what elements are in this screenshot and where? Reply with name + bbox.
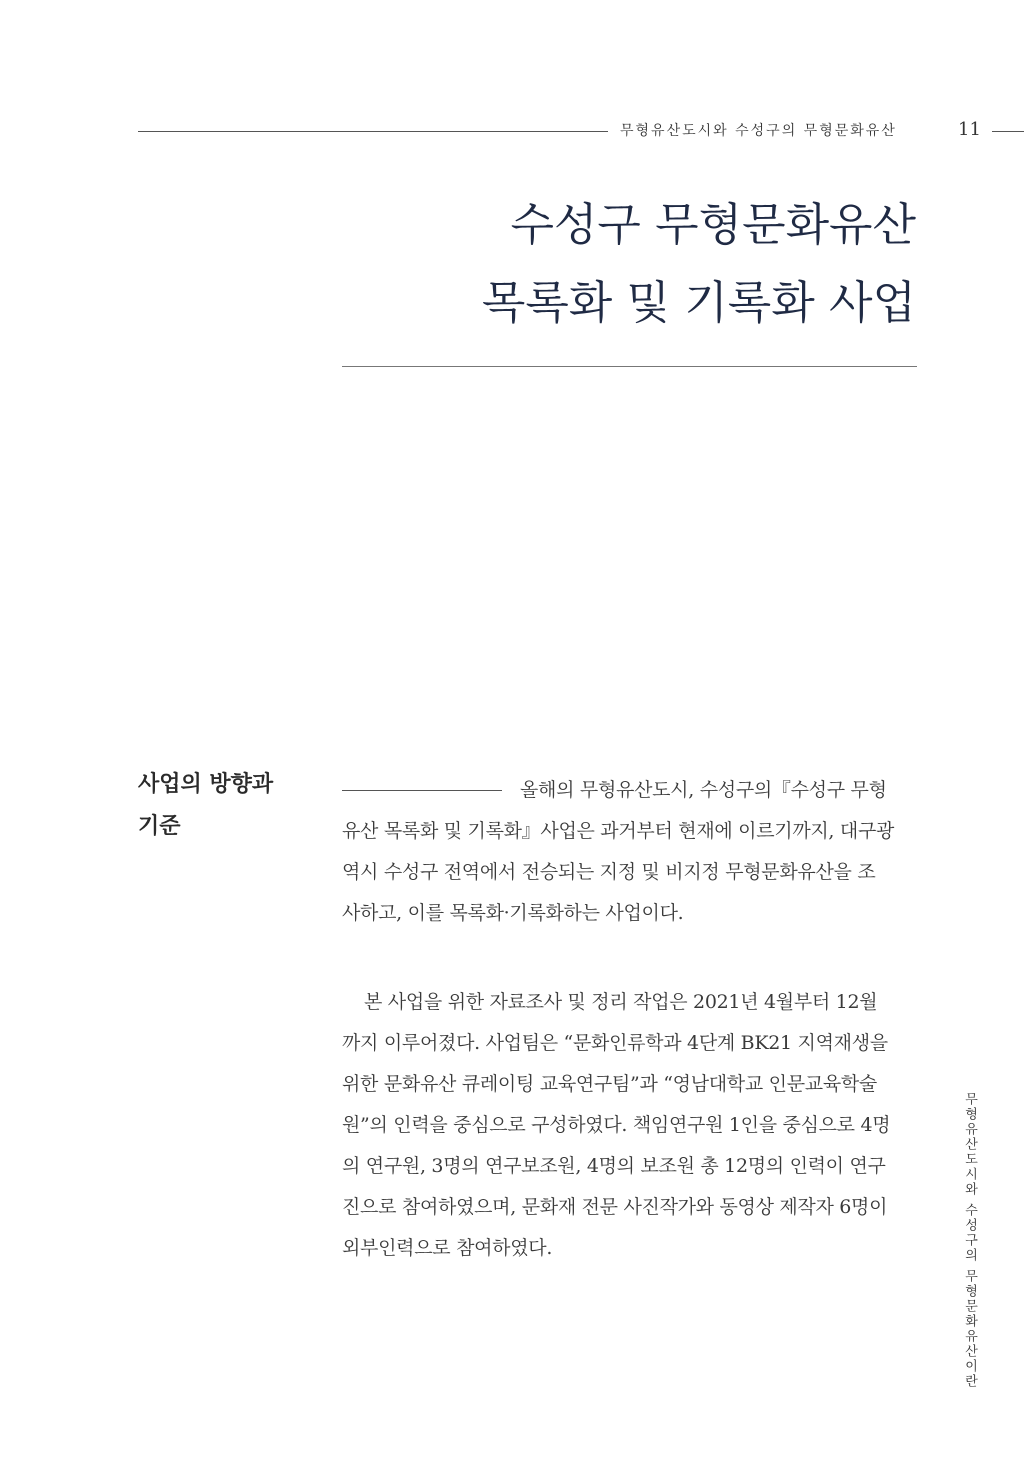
chapter-title <box>482 186 916 342</box>
paragraph-1-line: 사하고, 이를 목록화·기록화하는 사업이다. <box>342 902 684 924</box>
paragraph-1-line: 올해의 무형유산도시, 수성구의『수성구 무형 <box>520 779 887 801</box>
chapter-title-line-1: 수성구 무형문화유산 <box>510 198 916 251</box>
running-head: 무형유산도시와 수성구의 무형문화유산 <box>620 123 897 139</box>
body-paragraph-1 <box>342 770 917 934</box>
paragraph-2-line: 본 사업을 위한 자료조사 및 정리 작업은 2021년 4월부터 12월 <box>364 991 878 1013</box>
paragraph-2-line: 원”의 인력을 중심으로 구성하였다. 책임연구원 1인을 중심으로 4명 <box>342 1114 891 1136</box>
paragraph-2-line: 까지 이루어졌다. 사업팀은 “문화인류학과 4단계 BK21 지역재생을 <box>342 1032 888 1054</box>
paragraph-2-line: 외부인력으로 참여하였다. <box>342 1237 553 1259</box>
section-heading-line-2: 기준 <box>138 814 181 839</box>
header-rule-left <box>138 131 608 132</box>
page-number: 11 <box>958 119 981 140</box>
paragraph-2-line: 위한 문화유산 큐레이팅 교육연구팀”과 “영남대학교 인문교육학술 <box>342 1073 877 1095</box>
paragraph-2-line: 진으로 참여하였으며, 문화재 전문 사진작가와 동영상 제작자 6명이 <box>342 1196 888 1218</box>
side-running-title: 무형유산도시와 수성구의 무형문화유산이란 <box>962 1092 977 1390</box>
paragraph-1-line: 역시 수성구 전역에서 전승되는 지정 및 비지정 무형문화유산을 조 <box>342 861 876 883</box>
section-heading-line-1: 사업의 방향과 <box>138 772 274 797</box>
paragraph-2-line: 의 연구원, 3명의 연구보조원, 4명의 보조원 총 12명의 인력이 연구 <box>342 1155 886 1177</box>
section-heading <box>138 764 308 848</box>
body-paragraph-2 <box>342 982 917 1269</box>
paragraph-1-line: 유산 목록화 및 기록화』사업은 과거부터 현재에 이르기까지, 대구광 <box>342 820 895 842</box>
title-divider <box>342 366 917 367</box>
chapter-title-line-2: 목록화 및 기록화 사업 <box>481 276 916 329</box>
header-rule-right <box>992 131 1024 132</box>
